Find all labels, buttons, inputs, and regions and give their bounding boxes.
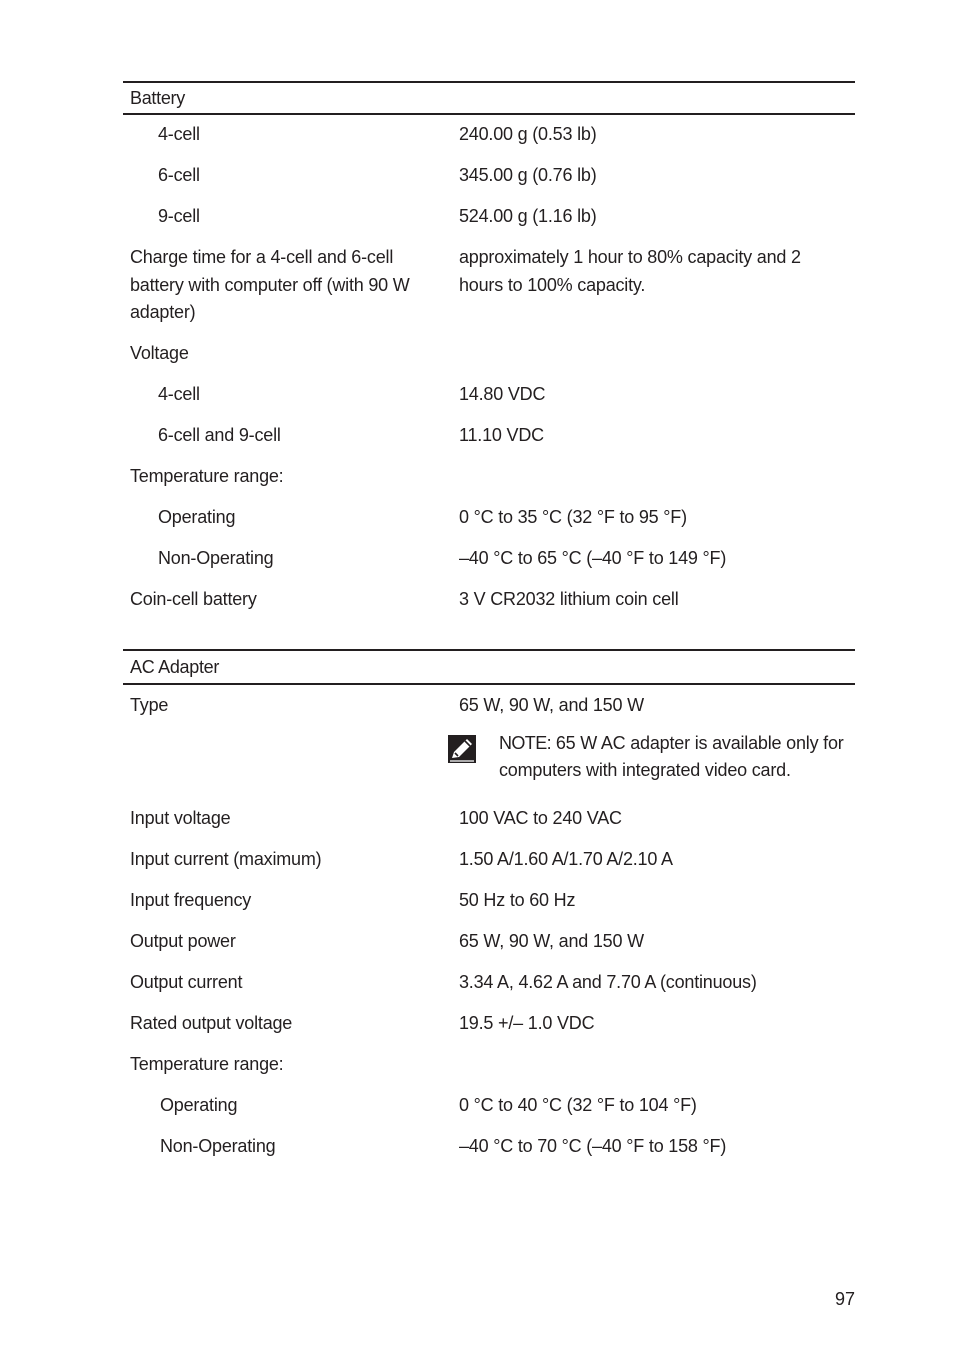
row-label: Rated output voltage bbox=[130, 1012, 293, 1033]
ac-adapter-section-header bbox=[123, 649, 855, 685]
row-value: 524.00 g (1.16 lb) bbox=[459, 206, 597, 226]
note-pencil-icon bbox=[447, 734, 477, 764]
row-value: 3 V CR2032 lithium coin cell bbox=[459, 589, 679, 609]
row-value: 65 W, 90 W, and 150 W bbox=[459, 930, 644, 951]
row-label: Charge time for a 4-cell and 6-cell battery with computer off (with 90 W adapter) bbox=[130, 247, 410, 322]
row-label: Type bbox=[130, 695, 169, 715]
note-label: NOTE: bbox=[499, 732, 552, 753]
note-text bbox=[499, 730, 849, 785]
table-row bbox=[123, 785, 855, 833]
page-number: 97 bbox=[834, 1289, 855, 1309]
row-label: 4-cell bbox=[158, 124, 200, 144]
row-value-group bbox=[459, 692, 855, 785]
row-label: 9-cell bbox=[158, 206, 200, 226]
row-value: –40 °C to 70 °C (–40 °F to 158 °F) bbox=[459, 1135, 727, 1156]
row-label: Input voltage bbox=[130, 807, 231, 828]
row-value: approximately 1 hour to 80% capacity and 2 hours to 100% capacity. bbox=[459, 247, 801, 295]
table-row bbox=[123, 685, 855, 785]
table-row bbox=[123, 996, 855, 1037]
row-value: 100 VAC to 240 VAC bbox=[459, 807, 622, 828]
row-value: 65 W, 90 W, and 150 W bbox=[459, 695, 644, 715]
row-value: 19.5 +/– 1.0 VDC bbox=[459, 1012, 595, 1033]
row-value: 11.10 VDC bbox=[459, 425, 544, 445]
table-row bbox=[123, 115, 855, 149]
row-label: Non-Operating bbox=[160, 1135, 276, 1156]
row-label: Temperature range: bbox=[130, 466, 284, 486]
row-value: 0 °C to 40 °C (32 °F to 104 °F) bbox=[459, 1094, 697, 1115]
row-label: Non-Operating bbox=[158, 548, 274, 568]
row-label: Coin-cell battery bbox=[130, 589, 257, 609]
row-value: 50 Hz to 60 Hz bbox=[459, 889, 576, 910]
table-row bbox=[123, 450, 855, 491]
table-row bbox=[123, 532, 855, 573]
row-label: 6-cell and 9-cell bbox=[158, 425, 281, 445]
table-row bbox=[123, 1037, 855, 1078]
ac-adapter-spec-table bbox=[123, 649, 855, 1160]
row-value: 3.34 A, 4.62 A and 7.70 A (continuous) bbox=[459, 971, 757, 992]
row-label: Operating bbox=[158, 507, 236, 527]
table-row bbox=[123, 409, 855, 450]
table-row bbox=[123, 327, 855, 368]
row-value: 345.00 g (0.76 lb) bbox=[459, 165, 597, 185]
battery-section-title: Battery bbox=[130, 87, 185, 108]
row-label: Input current (maximum) bbox=[130, 848, 322, 869]
table-row bbox=[123, 955, 855, 996]
note-callout bbox=[459, 730, 849, 785]
row-label: Voltage bbox=[130, 343, 189, 363]
row-label: Temperature range: bbox=[130, 1053, 284, 1074]
table-row bbox=[123, 832, 855, 873]
note-body: 65 W AC adapter is available only for computers with integrated video card. bbox=[499, 732, 844, 780]
row-label: Input frequency bbox=[130, 889, 252, 910]
table-row bbox=[123, 914, 855, 955]
table-row bbox=[123, 573, 855, 614]
table-row bbox=[123, 1078, 855, 1119]
row-label: Output current bbox=[130, 971, 243, 992]
battery-spec-table bbox=[123, 81, 855, 614]
ac-adapter-section-title: AC Adapter bbox=[130, 656, 220, 677]
row-value: 0 °C to 35 °C (32 °F to 95 °F) bbox=[459, 507, 687, 527]
row-value: –40 °C to 65 °C (–40 °F to 149 °F) bbox=[459, 548, 727, 568]
row-value bbox=[459, 463, 855, 491]
row-label: Operating bbox=[160, 1094, 238, 1115]
row-value: 14.80 VDC bbox=[459, 384, 546, 404]
table-row bbox=[123, 149, 855, 190]
table-row bbox=[123, 1119, 855, 1160]
table-row bbox=[123, 368, 855, 409]
row-label: 6-cell bbox=[158, 165, 200, 185]
row-value bbox=[459, 340, 855, 368]
battery-section-header bbox=[123, 81, 855, 115]
row-value bbox=[459, 1051, 855, 1079]
table-row bbox=[123, 190, 855, 231]
row-value: 1.50 A/1.60 A/1.70 A/2.10 A bbox=[459, 848, 673, 869]
table-row bbox=[123, 231, 855, 327]
table-row bbox=[123, 491, 855, 532]
row-value: 240.00 g (0.53 lb) bbox=[459, 124, 597, 144]
row-label: Output power bbox=[130, 930, 236, 951]
table-row bbox=[123, 873, 855, 914]
row-label: 4-cell bbox=[158, 384, 200, 404]
